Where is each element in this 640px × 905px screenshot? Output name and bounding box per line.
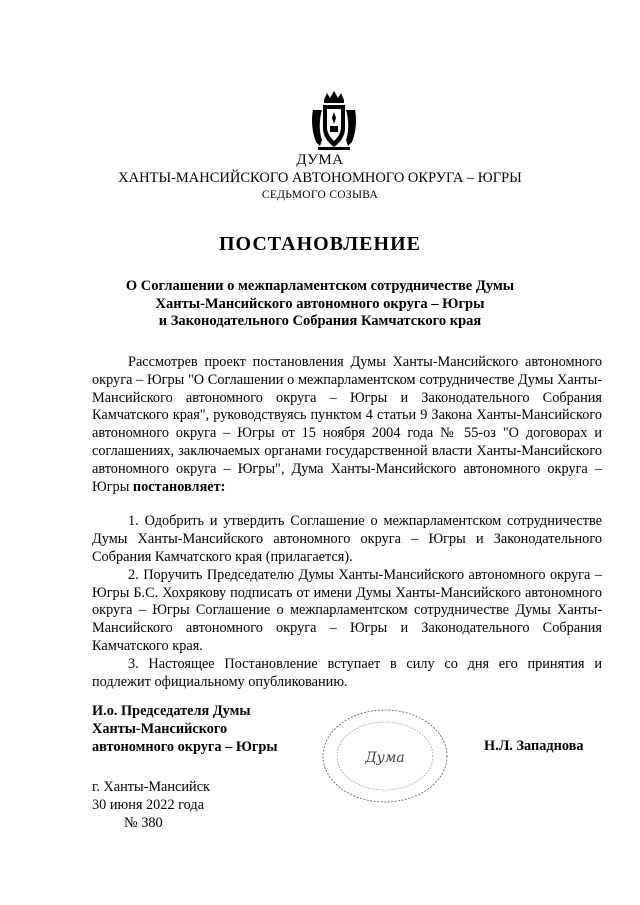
position-line: Ханты-Мансийского (92, 721, 228, 737)
document-date: 30 июня 2022 года (92, 797, 205, 813)
subject-line: Ханты-Мансийского автономного округа – Югры (155, 295, 485, 312)
signatory-name: Н.Л. Западнова (484, 738, 584, 754)
position-line: И.о. Председателя Думы (92, 703, 251, 719)
city: г. Ханты-Мансийск (92, 779, 210, 795)
resolution-item-2: 2. Поручить Председателю Думы Ханты-Мансийского автономного округа – Югры Б.С. Хохрякову подписать от имени Думы Ханты-Мансийского автономного округа – Югры Соглашение о межпарламентском сотрудничестве Думы Ханты-Мансийского автономного округа – Югры и Законодательного Собрания Камчатского края. (92, 566, 602, 654)
resolves-text: постановляет: (132, 478, 226, 495)
position-line: автономного округа – Югры (92, 739, 278, 755)
resolution-item-1: 1. Одобрить и утвердить Соглашение о межпарламентском сотрудничестве Думы Ханты-Мансийского автономного округа – Югры и Законодательного Собрания Камчатского края (прилагается). (92, 513, 602, 565)
official-stamp (318, 706, 452, 806)
document-footer (92, 778, 210, 832)
convocation: СЕДЬМОГО СОЗЫВА (261, 189, 379, 201)
organization-region: ХАНТЫ-МАНСИЙСКОГО АВТОНОМНОГО ОКРУГА – ЮГРЫ (118, 170, 522, 186)
document-title: ПОСТАНОВЛЕНИЕ (219, 233, 421, 255)
resolution-item-3: 3. Настоящее Постановление вступает в силу со дня его принятия и подлежит официальному опубликованию. (92, 655, 602, 690)
subject-line: и Законодательного Собрания Камчатского края (158, 313, 482, 329)
coat-of-arms-icon (310, 90, 358, 152)
document-number: № 380 (124, 815, 163, 831)
signatory-position (92, 702, 278, 756)
document-subject (0, 278, 640, 331)
subject-line: О Соглашении о межпарламентском сотрудничестве Думы (125, 278, 515, 294)
document-body (92, 354, 602, 691)
preamble-paragraph (92, 354, 602, 496)
stamp-text: Дума (365, 750, 405, 766)
preamble-text: Рассмотрев проект постановления Думы Ханты-Мансийского автономного округа – Югры "О Соглашении о межпарламентском сотрудничестве Думы Ханты-Мансийского автономного округа – Югры и Законодательного Собрания Камчатского края", руководствуясь пунктом 4 статьи 9 Закона Ханты-Мансийского автономного округа – Югры от 15 ноября 2004 года № 55-оз "О договорах и соглашениях, заключаемых органами государственной власти Ханты-Мансийского автономного округа – Югры", Дума Ханты-Мансийского автономного округа – Югры (92, 354, 602, 495)
organization-name: ДУМА (296, 152, 344, 168)
